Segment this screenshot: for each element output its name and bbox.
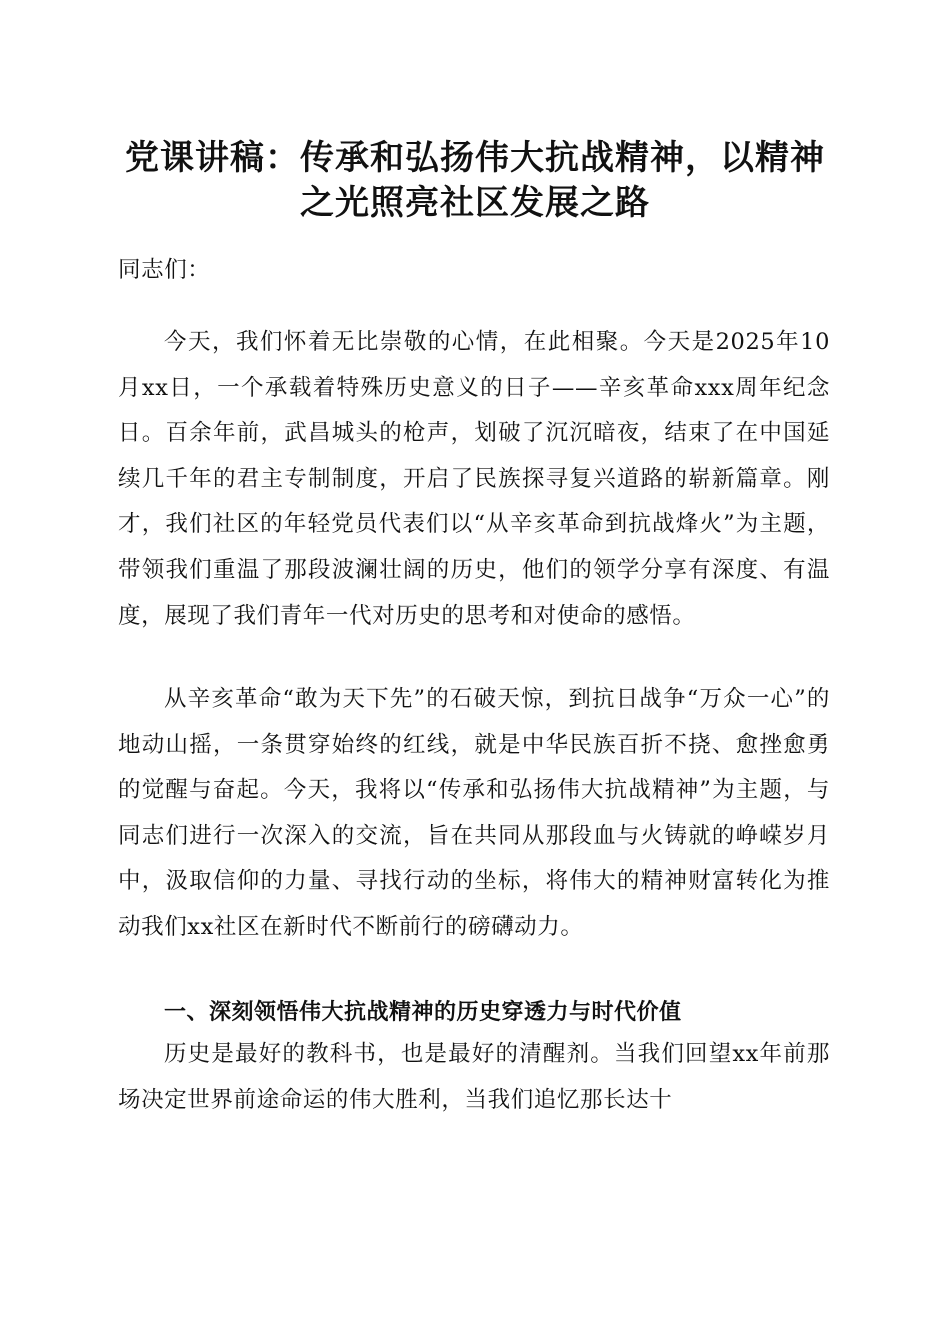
document-title-line-1: 党课讲稿：传承和弘扬伟大抗战精神，以精神	[125, 138, 825, 178]
salutation: 同志们：	[118, 257, 211, 283]
document-title-line-2: 之光照亮社区发展之路	[300, 183, 650, 223]
paragraph-2: 从辛亥革命“敢为天下先”的石破天惊，到抗日战争“万众一心”的地动山摇，一条贯穿始终的红线，就是中华民族百折不挠、愈挫愈勇的觉醒与奋起。今天，我将以“传承和弘扬伟大抗战精神”为主题，与同志们进行一次深入的交流，旨在共同从那段血与火铸就的峥嵘岁月中，汲取信仰的力量、寻找行动的坐标，将伟大的精神财富转化为推动我们xx社区在新时代不断前行的磅礴动力。	[118, 686, 830, 940]
paragraph-3: 历史是最好的教科书，也是最好的清醒剂。当我们回望xx年前那场决定世界前途命运的伟大胜利，当我们追忆那长达十	[118, 1041, 830, 1113]
paragraph-1: 今天，我们怀着无比崇敬的心情，在此相聚。今天是2025年10月xx日，一个承载着特殊历史意义的日子——辛亥革命xxx周年纪念日。百余年前，武昌城头的枪声，划破了沉沉暗夜，结束了在中国延续几千年的君主专制制度，开启了民族探寻复兴道路的崭新篇章。刚才，我们社区的年轻党员代表们以“从辛亥革命到抗战烽火”为主题，带领我们重温了那段波澜壮阔的历史，他们的领学分享有深度、有温度，展现了我们青年一代对历史的思考和对使命的感悟。	[118, 329, 830, 629]
section-heading-1: 一、深刻领悟伟大抗战精神的历史穿透力与时代价值	[164, 1000, 682, 1025]
